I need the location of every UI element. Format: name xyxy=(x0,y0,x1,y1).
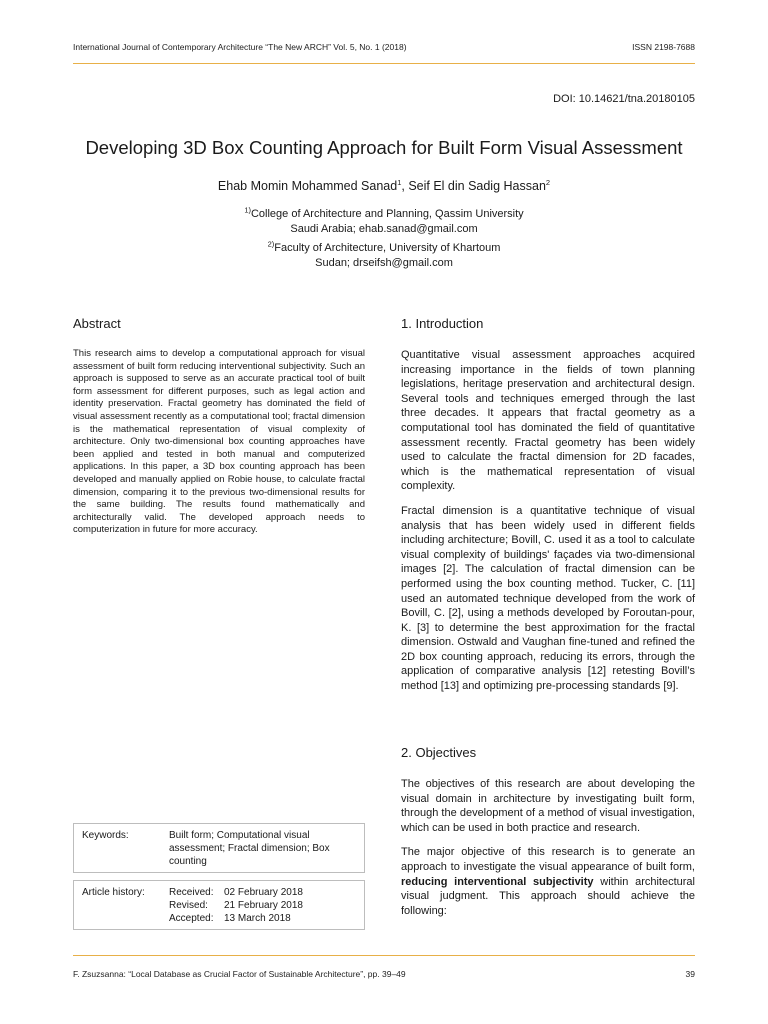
author-1-sup: 1 xyxy=(397,177,402,187)
received-date: 02 February 2018 xyxy=(224,887,303,898)
received-label: Received: xyxy=(169,887,214,898)
abstract-heading: Abstract xyxy=(73,316,121,331)
keywords-value: Built form; Computational visual assessment; Fractal dimension; Box counting xyxy=(169,830,330,867)
journal-header: International Journal of Contemporary Architecture “The New ARCH” Vol. 5, No. 1 (2018) xyxy=(73,42,407,52)
introduction-body xyxy=(401,348,695,704)
accepted-date: 13 March 2018 xyxy=(224,913,291,924)
revised-label: Revised: xyxy=(169,900,208,911)
objectives-paragraph-1: The objectives of this research are about developing the visual domain in architecture by investigating built form, through the development of a method of visual investigation, which can be used in both practice and research. xyxy=(401,778,695,834)
affiliation-1 xyxy=(60,207,708,237)
affiliation-1-line1: College of Architecture and Planning, Qassim University xyxy=(250,208,524,220)
objectives-p2-end: within architectural visual judgment. This approach should achieve the following: xyxy=(401,875,695,917)
affiliation-2-line1: Faculty of Architecture, University of Khartoum xyxy=(274,242,501,254)
footer-rule xyxy=(73,955,695,956)
article-history-box xyxy=(73,880,365,930)
objectives-body xyxy=(401,777,695,928)
abstract-text: This research aims to develop a computational approach for visual assessment of built form reducing interventional subjectivity. Such an approach is supposed to serve as an accurate practical tool of built form assessment for different purposes, such as legal action and identity preservation. Fractal geometry has dominated the field of visual assessment recently as a computational tool; fractal dimension is the mathematical representation of visual complexity of architecture. Only two-dimensional box counting approaches have been applied and tested in both manual and computerized applications. In this paper, a 3D box counting approach has been developed and manually applied on Robie house, to calculate fractal dimension, comparing it to the previous two-dimensional results for the same building. The results found mathematically and architecturally valid. The developed approach needs to computerization in future for more accuracy. xyxy=(73,348,365,536)
author-separator: , xyxy=(401,179,409,193)
affiliation-1-line2: Saudi Arabia; ehab.sanad@gmail.com xyxy=(290,223,478,235)
history-dates xyxy=(169,886,356,925)
header-rule xyxy=(73,63,695,64)
paper-title: Developing 3D Box Counting Approach for Built Form Visual Assessment xyxy=(85,137,683,158)
affiliation-2-line2: Sudan; drseifsh@gmail.com xyxy=(315,257,453,269)
introduction-paragraph-1: Quantitative visual assessment approaches acquired increasing importance in the fields of town planning legislations, heritage preservation and architectural design. Several tools and techniques emerged through the last three decades. It appears that fractal geometry as a computational tool has dominated the field of quantitative assessment recently. Fractal geometry has been widely used to calculate the fractal dimension for 2D facades, which is the mathematical representation of visual complexity. xyxy=(401,349,695,493)
keywords-box xyxy=(73,823,365,873)
affiliation-2-sup: 2) xyxy=(267,239,275,249)
keywords-label: Keywords: xyxy=(82,830,129,841)
objectives-p2-start: The major objective of this research is to generate an approach to investigate the visual appearance of built form, xyxy=(401,846,695,873)
affiliation-2 xyxy=(60,241,708,271)
author-1: Ehab Momin Mohammed Sanad xyxy=(217,179,398,193)
history-label: Article history: xyxy=(82,887,145,898)
footer-citation: F. Zsuzsanna: “Local Database as Crucial Factor of Sustainable Architecture”, pp. 39–49 xyxy=(73,969,406,979)
objectives-p2-bold: reducing interventional subjectivity xyxy=(401,875,594,888)
objectives-heading: 2. Objectives xyxy=(401,745,477,760)
author-2: Seif El din Sadig Hassan xyxy=(408,179,546,193)
introduction-heading: 1. Introduction xyxy=(401,316,484,331)
accepted-label: Accepted: xyxy=(169,913,214,924)
affiliation-1-sup: 1) xyxy=(244,205,251,215)
revised-date: 21 February 2018 xyxy=(224,900,303,911)
issn-header: ISSN 2198-7688 xyxy=(632,42,695,52)
objectives-paragraph-2 xyxy=(401,845,695,918)
authors xyxy=(60,179,708,193)
doi: DOI: 10.14621/tna.20180105 xyxy=(553,93,695,105)
introduction-paragraph-2: Fractal dimension is a quantitative technique of visual analysis that has been widely used in different fields including architecture; Bovill, C. used it as a tool to calculate visual complexity of buildings' façades via two-dimensional images [2]. The calculation of fractal dimension can be performed using the box counting method. Tucker, C. [11] used an automated technique developed from the work of Bovill, C. [2], using a methods developed by Foroutan-pour, K. [3] to determine the best approximation for the fractal dimension. Ostwald and Vaughan fine-tuned and refined the 2D box counting approach, reducing its errors, through the application of comparative analysis [12] retesting Bovill’s method [13] and optimizing pre-processing standards [9]. xyxy=(401,504,695,693)
page-number: 39 xyxy=(685,969,695,979)
author-2-sup: 2 xyxy=(545,177,551,187)
